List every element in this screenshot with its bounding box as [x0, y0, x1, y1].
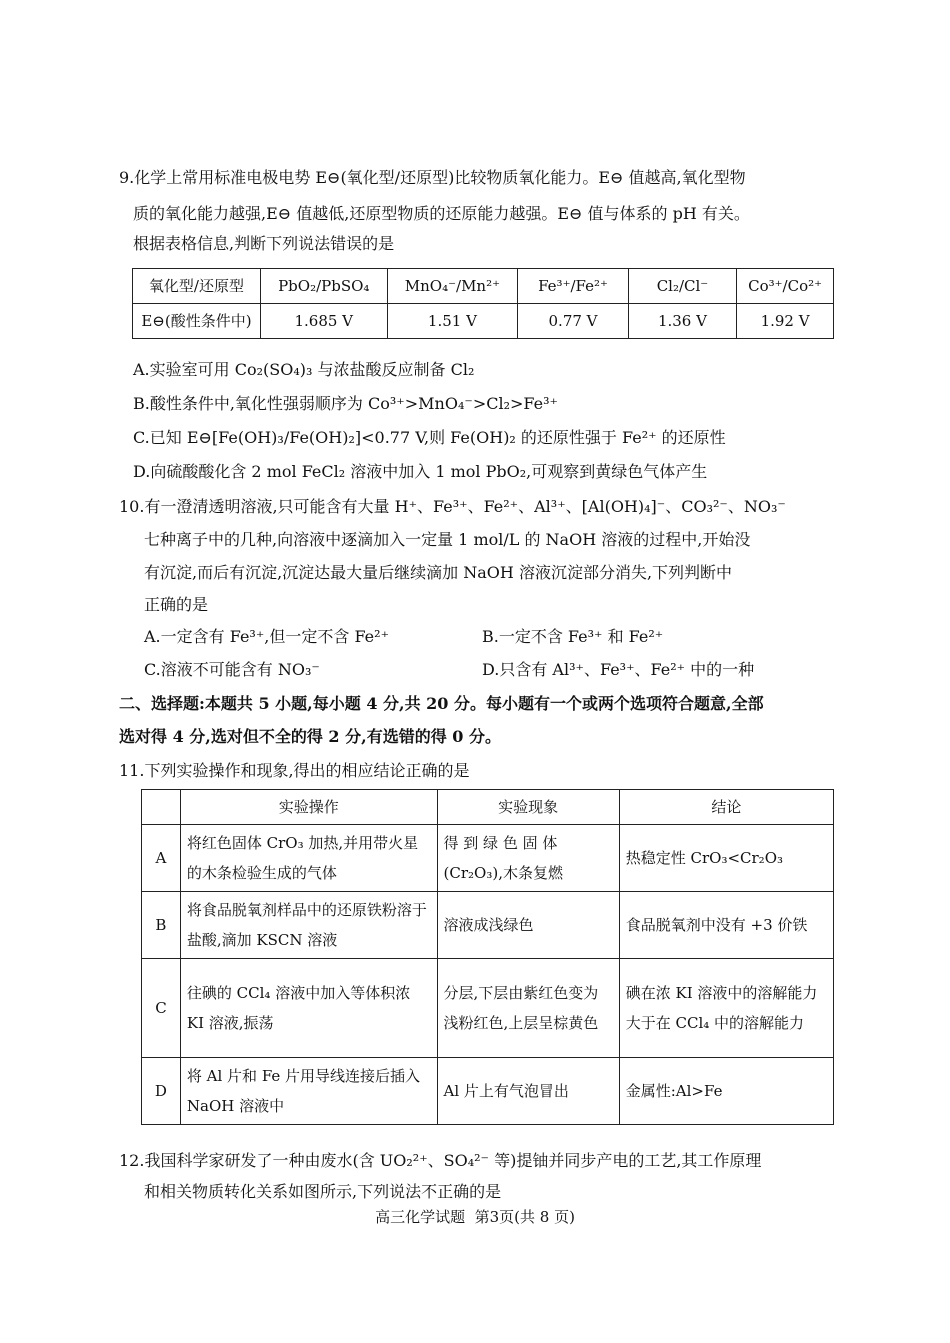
q10-stem-line3: 有沉淀,而后有沉淀,沉淀达最大量后继续滴加 NaOH 溶液沉淀部分消失,下列判断中: [144, 563, 733, 582]
conclusion-cell: 食品脱氧剂中没有 +3 价铁: [619, 892, 833, 959]
operation-cell: 将 Al 片和 Fe 片用导线连接后插入 NaOH 溶液中: [180, 1058, 437, 1125]
q9-option-b: B.酸性条件中,氧化性强弱顺序为 Co³⁺>MnO₄⁻>Cl₂>Fe³⁺: [133, 394, 558, 413]
operation-cell: 将食品脱氧剂样品中的还原铁粉溶于盐酸,滴加 KSCN 溶液: [180, 892, 437, 959]
conclusion-cell: 热稳定性 CrO₃<Cr₂O₃: [619, 825, 833, 892]
q10-stem-line4: 正确的是: [144, 595, 209, 614]
observation-cell: 得 到 绿 色 固 体 (Cr₂O₃),木条复燃: [437, 825, 619, 892]
table-row: [142, 825, 834, 892]
table-header-cell: 结论: [619, 790, 833, 825]
table-cell: PbO₂/PbSO₄: [260, 269, 387, 304]
q10-option-d: D.只含有 Al³⁺、Fe³⁺、Fe²⁺ 中的一种: [482, 660, 755, 679]
q9-option-d: D.向硫酸酸化含 2 mol FeCl₂ 溶液中加入 1 mol PbO₂,可观察到黄绿色气体产生: [133, 462, 708, 481]
q10-stem-line2: 七种离子中的几种,向溶液中逐滴加入一定量 1 mol/L 的 NaOH 溶液的过程中,开始没: [144, 530, 751, 549]
q9-option-a: A.实验室可用 Co₂(SO₄)₃ 与浓盐酸反应制备 Cl₂: [133, 360, 475, 379]
table-row: [142, 959, 834, 1058]
row-label: C: [142, 959, 181, 1058]
q10-option-a: A.一定含有 Fe³⁺,但一定不含 Fe²⁺: [144, 627, 390, 646]
q12-stem-line1: 12.我国科学家研发了一种由废水(含 UO₂²⁺、SO₄²⁻ 等)提铀并同步产电的工艺,其工作原理: [119, 1151, 762, 1170]
table-cell: 氧化型/还原型: [133, 269, 261, 304]
table-cell: E⊖(酸性条件中): [133, 304, 261, 339]
table-cell: 1.685 V: [260, 304, 387, 339]
table-row: [142, 790, 834, 825]
q12-stem-line2: 和相关物质转化关系如图所示,下列说法不正确的是: [144, 1182, 502, 1201]
section-two-heading-line1: 二、选择题:本题共 5 小题,每小题 4 分,共 20 分。每小题有一个或两个选项符合题意,全部: [119, 694, 764, 713]
page-footer: 高三化学试题 第3页(共 8 页): [375, 1208, 575, 1226]
table-cell: 1.36 V: [628, 304, 736, 339]
table-row: [142, 1058, 834, 1125]
q11-experiment-table: [141, 789, 834, 1125]
q9-stem-line1: 9.化学上常用标准电极电势 E⊖(氧化型/还原型)比较物质氧化能力。E⊖ 值越高,氧化型物: [119, 168, 746, 187]
q10-option-b: B.一定不含 Fe³⁺ 和 Fe²⁺: [482, 627, 664, 646]
q9-stem-line2: 质的氧化能力越强,E⊖ 值越低,还原型物质的还原能力越强。E⊖ 值与体系的 pH 有关。: [133, 204, 750, 223]
row-label: A: [142, 825, 181, 892]
q10-stem-line1: 10.有一澄清透明溶液,只可能含有大量 H⁺、Fe³⁺、Fe²⁺、Al³⁺、[Al(OH)₄]⁻、CO₃²⁻、NO₃⁻: [119, 497, 786, 516]
table-row: [133, 304, 834, 339]
q10-option-c: C.溶液不可能含有 NO₃⁻: [144, 660, 320, 679]
operation-cell: 往碘的 CCl₄ 溶液中加入等体积浓 KI 溶液,振荡: [180, 959, 437, 1058]
operation-cell: 将红色固体 CrO₃ 加热,并用带火星的木条检验生成的气体: [180, 825, 437, 892]
row-label: B: [142, 892, 181, 959]
table-cell: Fe³⁺/Fe²⁺: [518, 269, 629, 304]
q9-stem-line3: 根据表格信息,判断下列说法错误的是: [133, 234, 395, 253]
table-cell: Co³⁺/Co²⁺: [737, 269, 834, 304]
observation-cell: 溶液成浅绿色: [437, 892, 619, 959]
section-two-heading-line2: 选对得 4 分,选对但不全的得 2 分,有选错的得 0 分。: [119, 727, 501, 746]
row-label: D: [142, 1058, 181, 1125]
table-row: [142, 892, 834, 959]
table-cell: MnO₄⁻/Mn²⁺: [387, 269, 518, 304]
table-cell: 1.51 V: [387, 304, 518, 339]
q9-potential-table: [132, 268, 834, 339]
table-header-cell: 实验现象: [437, 790, 619, 825]
conclusion-cell: 碘在浓 KI 溶液中的溶解能力大于在 CCl₄ 中的溶解能力: [619, 959, 833, 1058]
table-header-cell: [142, 790, 181, 825]
q9-option-c: C.已知 E⊖[Fe(OH)₃/Fe(OH)₂]<0.77 V,则 Fe(OH)₂ 的还原性强于 Fe²⁺ 的还原性: [133, 428, 726, 447]
table-cell: 0.77 V: [518, 304, 629, 339]
q11-stem: 11.下列实验操作和现象,得出的相应结论正确的是: [119, 761, 470, 780]
table-cell: 1.92 V: [737, 304, 834, 339]
table-header-cell: 实验操作: [180, 790, 437, 825]
table-row: [133, 269, 834, 304]
observation-cell: Al 片上有气泡冒出: [437, 1058, 619, 1125]
table-cell: Cl₂/Cl⁻: [628, 269, 736, 304]
observation-cell: 分层,下层由紫红色变为浅粉红色,上层呈棕黄色: [437, 959, 619, 1058]
conclusion-cell: 金属性:Al>Fe: [619, 1058, 833, 1125]
